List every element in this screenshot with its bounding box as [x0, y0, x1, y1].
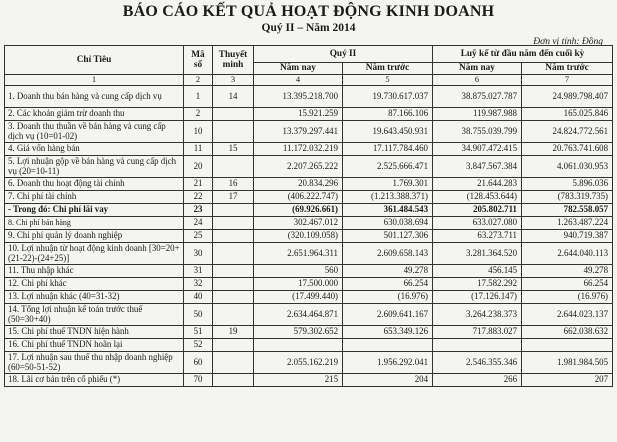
- quarter-current-value: 20.834.296: [254, 178, 343, 191]
- row-note: [213, 339, 254, 352]
- row-code: 23: [184, 204, 213, 217]
- row-label: 4. Giá vốn hàng bán: [5, 143, 184, 156]
- currency-unit: Đơn vị tính: Đồng: [533, 37, 603, 47]
- accumulated-current-value: 119.987.988: [433, 108, 522, 121]
- row-note: 15: [213, 143, 254, 156]
- row-label: 13. Lợi nhuận khác (40=31-32): [5, 291, 184, 304]
- header-ma-so: Mã số: [184, 46, 213, 75]
- table-row: [5, 291, 613, 304]
- accumulated-previous-value: [522, 339, 613, 352]
- accumulated-current-value: 21.644.283: [433, 178, 522, 191]
- accumulated-previous-value: 940.719.387: [522, 230, 613, 243]
- column-index: 4: [254, 75, 343, 86]
- column-index: 6: [433, 75, 522, 86]
- column-index: 3: [213, 75, 254, 86]
- accumulated-previous-value: 24.989.798.407: [522, 86, 613, 108]
- quarter-previous-value: 1.956.292.041: [343, 352, 433, 374]
- row-label: 17. Lợi nhuận sau thuế thu nhập doanh nghiệp (60=50-51-52): [5, 352, 184, 374]
- accumulated-current-value: 38.755.039.799: [433, 121, 522, 143]
- quarter-current-value: (320.109.058): [254, 230, 343, 243]
- row-note: [213, 121, 254, 143]
- row-note: [213, 156, 254, 178]
- table-row: [5, 265, 613, 278]
- table-row: [5, 278, 613, 291]
- quarter-previous-value: 17.117.784.460: [343, 143, 433, 156]
- table-row: [5, 121, 613, 143]
- row-note: [213, 352, 254, 374]
- row-note: 19: [213, 326, 254, 339]
- accumulated-previous-value: 66.254: [522, 278, 613, 291]
- accumulated-current-value: 38.875.027.787: [433, 86, 522, 108]
- table-row: [5, 108, 613, 121]
- quarter-previous-value: 630.038.694: [343, 217, 433, 230]
- quarter-current-value: 17.500.000: [254, 278, 343, 291]
- accumulated-previous-value: 49.278: [522, 265, 613, 278]
- accumulated-current-value: 717.883.027: [433, 326, 522, 339]
- header-quarter-current: Năm nay: [254, 63, 343, 75]
- quarter-current-value: (406.222.747): [254, 191, 343, 204]
- accumulated-current-value: (128.453.644): [433, 191, 522, 204]
- row-label: 14. Tổng lợi nhuận kế toán trước thuế (50=30+40): [5, 304, 184, 326]
- quarter-current-value: 15.921.259: [254, 108, 343, 121]
- table-row: [5, 243, 613, 265]
- row-label: 9. Chi phí quản lý doanh nghiệp: [5, 230, 184, 243]
- quarter-current-value: 13.379.297.441: [254, 121, 343, 143]
- row-note: [213, 108, 254, 121]
- row-code: 10: [184, 121, 213, 143]
- accumulated-current-value: (17.126.147): [433, 291, 522, 304]
- quarter-previous-value: 501.127.306: [343, 230, 433, 243]
- table-row: [5, 178, 613, 191]
- quarter-previous-value: (16.976): [343, 291, 433, 304]
- row-code: 20: [184, 156, 213, 178]
- quarter-current-value: (69.926.661): [254, 204, 343, 217]
- table-row: [5, 374, 613, 387]
- row-code: 70: [184, 374, 213, 387]
- accumulated-current-value: 633.027.080: [433, 217, 522, 230]
- table-row: [5, 352, 613, 374]
- row-label: 10. Lợi nhuận từ hoạt động kinh doanh [30=20+(21-22)-(24+25)]: [5, 243, 184, 265]
- quarter-previous-value: 204: [343, 374, 433, 387]
- column-index: 7: [522, 75, 613, 86]
- table-row: [5, 339, 613, 352]
- quarter-previous-value: 653.349.126: [343, 326, 433, 339]
- table-row: [5, 204, 613, 217]
- accumulated-previous-value: (16.976): [522, 291, 613, 304]
- row-note: 16: [213, 178, 254, 191]
- quarter-current-value: [254, 339, 343, 352]
- row-code: 25: [184, 230, 213, 243]
- accumulated-previous-value: 165.025.846: [522, 108, 613, 121]
- quarter-current-value: 2.634.464.871: [254, 304, 343, 326]
- header-chi-tieu: Chỉ Tiêu: [5, 46, 184, 75]
- accumulated-previous-value: 207: [522, 374, 613, 387]
- row-note: 17: [213, 191, 254, 204]
- accumulated-current-value: 17.582.292: [433, 278, 522, 291]
- row-code: 22: [184, 191, 213, 204]
- quarter-previous-value: 2.609.641.167: [343, 304, 433, 326]
- income-statement-table: [4, 45, 613, 387]
- header-quarter: Quý II: [254, 46, 433, 63]
- accumulated-previous-value: 24.824.772.561: [522, 121, 613, 143]
- header-accumulated-current: Năm nay: [433, 63, 522, 75]
- row-code: 1: [184, 86, 213, 108]
- quarter-current-value: 215: [254, 374, 343, 387]
- quarter-previous-value: [343, 339, 433, 352]
- accumulated-current-value: 3.264.238.373: [433, 304, 522, 326]
- accumulated-previous-value: 20.763.741.608: [522, 143, 613, 156]
- row-label: 2. Các khoản giảm trừ doanh thu: [5, 108, 184, 121]
- header-quarter-previous: Năm trước: [343, 63, 433, 75]
- table-row: [5, 230, 613, 243]
- accumulated-previous-value: 782.558.057: [522, 204, 613, 217]
- table-row: [5, 156, 613, 178]
- table-row: [5, 304, 613, 326]
- quarter-previous-value: 66.254: [343, 278, 433, 291]
- quarter-previous-value: 2.525.666.471: [343, 156, 433, 178]
- table-row: [5, 86, 613, 108]
- row-code: 21: [184, 178, 213, 191]
- report-subtitle: Quý II – Năm 2014: [261, 22, 356, 34]
- row-code: 24: [184, 217, 213, 230]
- header-accumulated-previous: Năm trước: [522, 63, 613, 75]
- row-label: 18. Lãi cơ bản trên cổ phiếu (*): [5, 374, 184, 387]
- row-code: 60: [184, 352, 213, 374]
- accumulated-current-value: 34.907.472.415: [433, 143, 522, 156]
- quarter-previous-value: 19.730.617.037: [343, 86, 433, 108]
- quarter-previous-value: 1.769.301: [343, 178, 433, 191]
- accumulated-current-value: 3.281.364.520: [433, 243, 522, 265]
- column-index: 1: [5, 75, 184, 86]
- row-code: 30: [184, 243, 213, 265]
- accumulated-current-value: 205.802.711: [433, 204, 522, 217]
- quarter-previous-value: 361.484.543: [343, 204, 433, 217]
- accumulated-previous-value: 5.896.036: [522, 178, 613, 191]
- row-code: 51: [184, 326, 213, 339]
- accumulated-previous-value: 4.061.030.953: [522, 156, 613, 178]
- row-note: [213, 204, 254, 217]
- row-label: 16. Chi phí thuế TNDN hoãn lại: [5, 339, 184, 352]
- table-row: [5, 191, 613, 204]
- accumulated-previous-value: 1.263.487.224: [522, 217, 613, 230]
- row-note: [213, 230, 254, 243]
- quarter-current-value: 302.467.012: [254, 217, 343, 230]
- row-code: 31: [184, 265, 213, 278]
- row-note: [213, 243, 254, 265]
- quarter-current-value: 2.651.964.311: [254, 243, 343, 265]
- table-row: [5, 326, 613, 339]
- row-note: [213, 291, 254, 304]
- report-title: BÁO CÁO KẾT QUẢ HOẠT ĐỘNG KINH DOANH: [122, 3, 495, 20]
- row-label: 7. Chi phí tài chính: [5, 191, 184, 204]
- accumulated-current-value: [433, 339, 522, 352]
- accumulated-previous-value: 2.644.040.113: [522, 243, 613, 265]
- header-thuyet-minh: Thuyết minh: [213, 46, 254, 75]
- row-code: 50: [184, 304, 213, 326]
- quarter-current-value: 13.395.218.700: [254, 86, 343, 108]
- row-label: 6. Doanh thu hoạt động tài chính: [5, 178, 184, 191]
- quarter-current-value: (17.499.440): [254, 291, 343, 304]
- accumulated-current-value: 266: [433, 374, 522, 387]
- table-body: [5, 86, 613, 387]
- row-label: 11. Thu nhập khác: [5, 265, 184, 278]
- accumulated-current-value: 3.847.567.384: [433, 156, 522, 178]
- row-note: [213, 265, 254, 278]
- quarter-current-value: 2.207.265.222: [254, 156, 343, 178]
- row-label: 12. Chi phí khác: [5, 278, 184, 291]
- row-code: 32: [184, 278, 213, 291]
- column-index: 5: [343, 75, 433, 86]
- row-note: [213, 304, 254, 326]
- header-accumulated: Luỹ kế từ đầu năm đến cuối kỳ: [433, 46, 613, 63]
- quarter-previous-value: (1.213.388.371): [343, 191, 433, 204]
- accumulated-current-value: 63.273.711: [433, 230, 522, 243]
- quarter-current-value: 2.055.162.219: [254, 352, 343, 374]
- row-note: 14: [213, 86, 254, 108]
- quarter-previous-value: 2.609.658.143: [343, 243, 433, 265]
- quarter-previous-value: 87.166.106: [343, 108, 433, 121]
- row-label: 5. Lợi nhuận gộp về bán hàng và cung cấp dịch vụ (20=10-11): [5, 156, 184, 178]
- table-row: [5, 143, 613, 156]
- quarter-previous-value: 19.643.450.931: [343, 121, 433, 143]
- accumulated-previous-value: 2.644.023.137: [522, 304, 613, 326]
- row-label: 3. Doanh thu thuần về bán hàng và cung cấp dịch vụ (10=01-02): [5, 121, 184, 143]
- row-code: 52: [184, 339, 213, 352]
- row-code: 2: [184, 108, 213, 121]
- row-code: 40: [184, 291, 213, 304]
- row-label: 15. Chi phí thuế TNDN hiện hành: [5, 326, 184, 339]
- accumulated-previous-value: 662.038.632: [522, 326, 613, 339]
- quarter-current-value: 11.172.032.219: [254, 143, 343, 156]
- row-note: [213, 374, 254, 387]
- row-label: 1. Doanh thu bán hàng và cung cấp dịch vụ: [5, 86, 184, 108]
- quarter-current-value: 579.302.652: [254, 326, 343, 339]
- column-index: 2: [184, 75, 213, 86]
- row-note: [213, 278, 254, 291]
- row-label: - Trong đó: Chi phí lãi vay: [5, 204, 184, 217]
- row-label: 8. Chi phí bán hàng: [5, 217, 184, 230]
- row-code: 11: [184, 143, 213, 156]
- accumulated-current-value: 456.145: [433, 265, 522, 278]
- quarter-previous-value: 49.278: [343, 265, 433, 278]
- accumulated-previous-value: (783.319.735): [522, 191, 613, 204]
- quarter-current-value: 560: [254, 265, 343, 278]
- accumulated-previous-value: 1.981.984.505: [522, 352, 613, 374]
- row-note: [213, 217, 254, 230]
- table-row: [5, 217, 613, 230]
- accumulated-current-value: 2.546.355.346: [433, 352, 522, 374]
